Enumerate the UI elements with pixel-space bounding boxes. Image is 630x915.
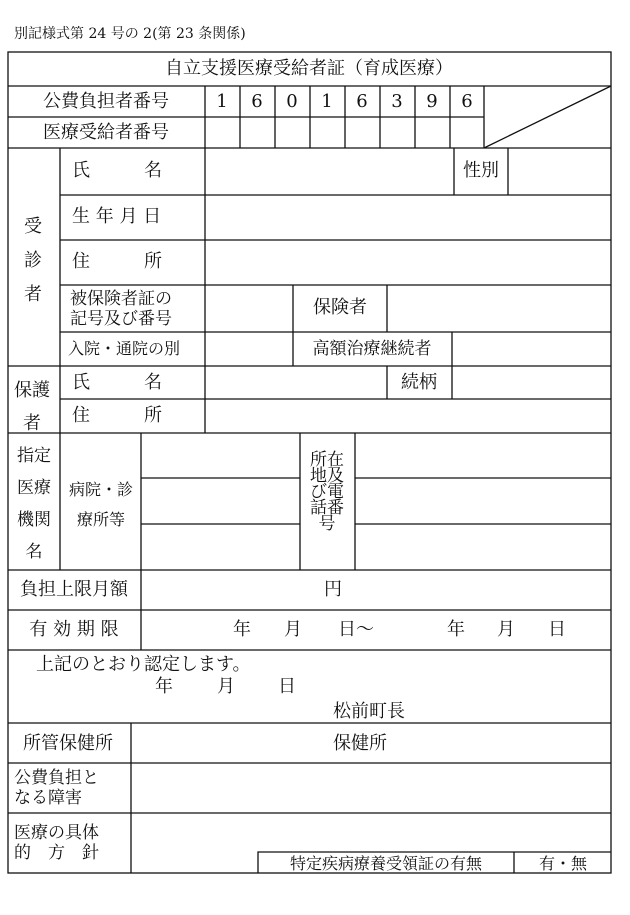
- form-number: 別記様式第 24 号の 2(第 23 条関係): [14, 26, 246, 42]
- validity-start-day: 日〜: [338, 619, 374, 640]
- validity-start-year: 年: [233, 619, 251, 640]
- special-disease-value: 有・無: [538, 854, 588, 873]
- health-center-label: 所管保健所: [23, 733, 113, 754]
- form-title: 自立支援医療受給者証（育成医療）: [165, 58, 453, 79]
- guardian-address-label: 住 所: [72, 405, 162, 426]
- high-cost-label: 高額治療継続者: [312, 339, 432, 359]
- patient-address-label: 住 所: [72, 251, 162, 272]
- relation-label: 続柄: [401, 372, 437, 393]
- payer-number-label: 公費負担者番号: [43, 91, 169, 112]
- sex-label: 性別: [463, 160, 499, 181]
- validity-label: 有 効 期 限: [29, 619, 119, 640]
- issuer-name: 松前町長: [333, 701, 405, 722]
- validity-start-month: 月: [284, 619, 302, 640]
- certification-month: 月: [217, 676, 235, 697]
- birth-date-label: 生 年 月 日: [72, 206, 162, 227]
- payer-digit: 6: [251, 91, 263, 112]
- certification-year: 年: [155, 676, 173, 697]
- facility-group-label: 指定医療機関名: [17, 446, 51, 562]
- insurance-number-label: 被保険者証の 記号及び番号: [70, 289, 172, 329]
- insurer-label: 保険者: [313, 297, 367, 318]
- payer-digit: 1: [321, 91, 333, 112]
- certification-day: 日: [278, 676, 296, 697]
- address-phone-label: 所在地及び電話番号: [310, 450, 344, 534]
- limit-unit: 円: [324, 579, 342, 600]
- payer-digit: 9: [426, 91, 438, 112]
- guardian-name-label: 氏 名: [72, 372, 162, 393]
- limit-label: 負担上限月額: [20, 579, 128, 600]
- recipient-number-label: 医療受給者番号: [43, 122, 169, 143]
- patient-group-label: 受診者: [24, 216, 42, 305]
- patient-name-label: 氏 名: [72, 160, 162, 181]
- validity-end-day: 日: [548, 619, 566, 640]
- payer-digit: 3: [391, 91, 403, 112]
- medical-policy-label: 医療の具体 的 方 針: [14, 823, 99, 863]
- payer-digit: 6: [356, 91, 368, 112]
- payer-digit: 6: [461, 91, 473, 112]
- special-disease-label: 特定疾病療養受領証の有無: [289, 854, 483, 873]
- guardian-group-label: 保護者: [14, 380, 50, 434]
- validity-end-month: 月: [497, 619, 515, 640]
- certification-statement: 上記のとおり認定します。: [36, 654, 251, 675]
- admission-type-label: 入院・通院の別: [68, 339, 181, 358]
- payer-digit: 0: [286, 91, 298, 112]
- payer-digit: 1: [216, 91, 228, 112]
- health-center-value: 保健所: [333, 733, 387, 754]
- hospital-label: 病院・診療所等: [68, 480, 133, 529]
- validity-end-year: 年: [447, 619, 465, 640]
- disability-label: 公費負担と なる障害: [14, 768, 99, 808]
